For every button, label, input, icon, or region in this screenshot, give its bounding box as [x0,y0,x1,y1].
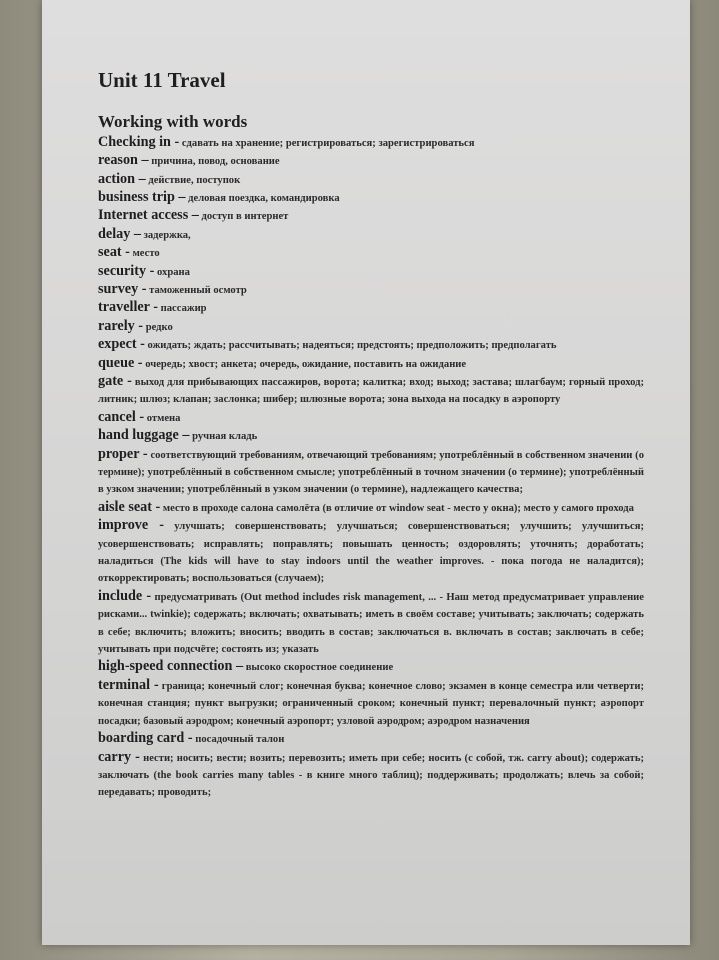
entry-term: traveller - [98,299,158,316]
entry-definition: очередь; хвост; анкета; очередь, ожидание, поставить на ожидание [145,358,467,370]
entry-definition: таможенный осмотр [149,284,247,296]
vocabulary-entry [98,749,644,802]
entry-term: rarely - [98,317,144,334]
entry-term: business trip – [98,188,186,205]
entry-term: security - [98,262,155,279]
entry-definition: посадочный талон [195,734,285,746]
entry-term: proper - [98,445,148,462]
entry-term: improve - [98,517,165,534]
entry-term: queue - [98,354,143,371]
entry-term: delay – [98,225,141,242]
entry-definition: сдавать на хранение; регистрироваться; зарегистрироваться [181,137,475,149]
document-content [98,70,644,802]
entry-definition: место в проходе салона самолёта (в отличие от window seat - место у окна); место у самого прохода [162,502,634,514]
vocabulary-entry [98,336,644,354]
vocabulary-entry [98,318,644,336]
unit-title: Unit 11 Travel [98,68,226,92]
entry-term: hand luggage – [98,427,190,444]
entry-definition: причина, повод, основание [151,156,280,168]
vocabulary-entry [98,658,644,676]
entry-term: terminal - [98,676,159,693]
vocabulary-entry [98,499,644,517]
vocabulary-entry [98,134,644,152]
vocabulary-entry [98,244,644,262]
vocabulary-entry [98,427,644,445]
entry-term: cancel - [98,408,145,425]
vocabulary-entry [98,207,644,225]
entry-term: include - [98,587,152,604]
entry-definition: место [132,248,160,260]
entry-definition: пассажир [160,303,207,315]
vocabulary-entry [98,263,644,281]
vocabulary-entry [98,299,644,317]
entry-term: action – [98,170,146,187]
vocabulary-list [98,134,644,802]
entry-term: gate - [98,372,132,389]
entry-term: survey - [98,280,147,297]
entry-term: high-speed connection – [98,658,244,675]
entry-definition: нести; носить; вести; возить; перевозить; иметь при себе; носить (с собой, тж. carry about); содержать; заключать (the book carries many tables - в книге много таблиц); поддерживать; продолжать; влечь за собой; передавать; проводить; [98,752,644,799]
entry-term: reason – [98,152,149,169]
entry-term: seat - [98,244,130,261]
entry-term: Checking in - [98,133,180,150]
entry-definition: доступ в интернет [201,211,289,223]
entry-definition: действие, поступок [148,174,241,186]
entry-definition: редко [145,321,173,333]
entry-definition: отмена [146,412,181,424]
entry-term: boarding card - [98,730,193,747]
vocabulary-entry [98,677,644,730]
entry-term: aisle seat - [98,498,161,515]
entry-definition: граница; конечный слог; конечная буква; конечное слово; экзамен в конце семестра или четверти; конечная станция; пункт выгрузки; ограниченный сроком; конечный пункт; перевалочный пункт; аэропорт посадки; базовый аэродром; конечный аэропорт; узловой аэродром; аэродром назначения [98,680,644,727]
vocabulary-entry [98,409,644,427]
entry-definition: выход для прибывающих пассажиров, ворота; калитка; вход; выход; застава; шлагбаум; горный проход; литник; шлюз; клапан; заслонка; шибер; шлюзные ворота; зона выхода на посадку в аэропорту [98,376,644,406]
entry-definition: высоко скоростное соединение [245,662,394,674]
paper-sheet [42,0,690,945]
entry-definition: задержка, [143,229,191,241]
entry-term: carry - [98,748,140,765]
vocabulary-entry [98,152,644,170]
vocabulary-entry [98,730,644,748]
entry-definition: предусматривать (Out method includes risk management, ... - Наш метод предусматривает управление рисками... twinkie); содержать; включать; охватывать; иметь в своём составе; учитывать; заключать; содержать в себе; включить; вложить; вносить; вводить в состав; заключаться в. включать в состав; заключать в себе; учитывать при подсчёте; состоять из; указать [98,591,644,656]
vocabulary-entry [98,171,644,189]
entry-definition: деловая поездка, командировка [188,192,340,204]
vocabulary-entry [98,588,644,659]
entry-definition: ожидать; ждать; рассчитывать; надеяться; предстоять; предположить; предполагать [147,340,557,352]
vocabulary-entry [98,517,644,588]
section-title: Working with words [98,112,248,131]
entry-definition: охрана [157,266,190,278]
vocabulary-entry [98,373,644,409]
entry-definition: соответствующий требованиям, отвечающий требованиям; употреблённый в собственном значении (о термине); употреблённый в собственном смысле; употреблённый в точном значении (о термине); употреблённый в узком значении; употреблённый в узком значении (о термине), надлежащего качества; [98,449,644,496]
entry-term: expect - [98,336,145,353]
entry-term: Internet access – [98,207,199,224]
entry-definition: улучшать; совершенствовать; улучшаться; совершенствоваться; улучшить; улучшиться; усовершенствовать; исправлять; поправлять; повышать ценность; оздоровлять; уточнять; доработать; наладиться (The kids will have to stay indoors until the weather improves. - пока погода не наладится); откорректировать; воспользоваться (случаем); [98,521,644,585]
vocabulary-entry [98,189,644,207]
vocabulary-entry [98,355,644,373]
vocabulary-entry [98,281,644,299]
entry-definition: ручная кладь [192,431,258,443]
vocabulary-entry [98,446,644,499]
vocabulary-entry [98,226,644,244]
